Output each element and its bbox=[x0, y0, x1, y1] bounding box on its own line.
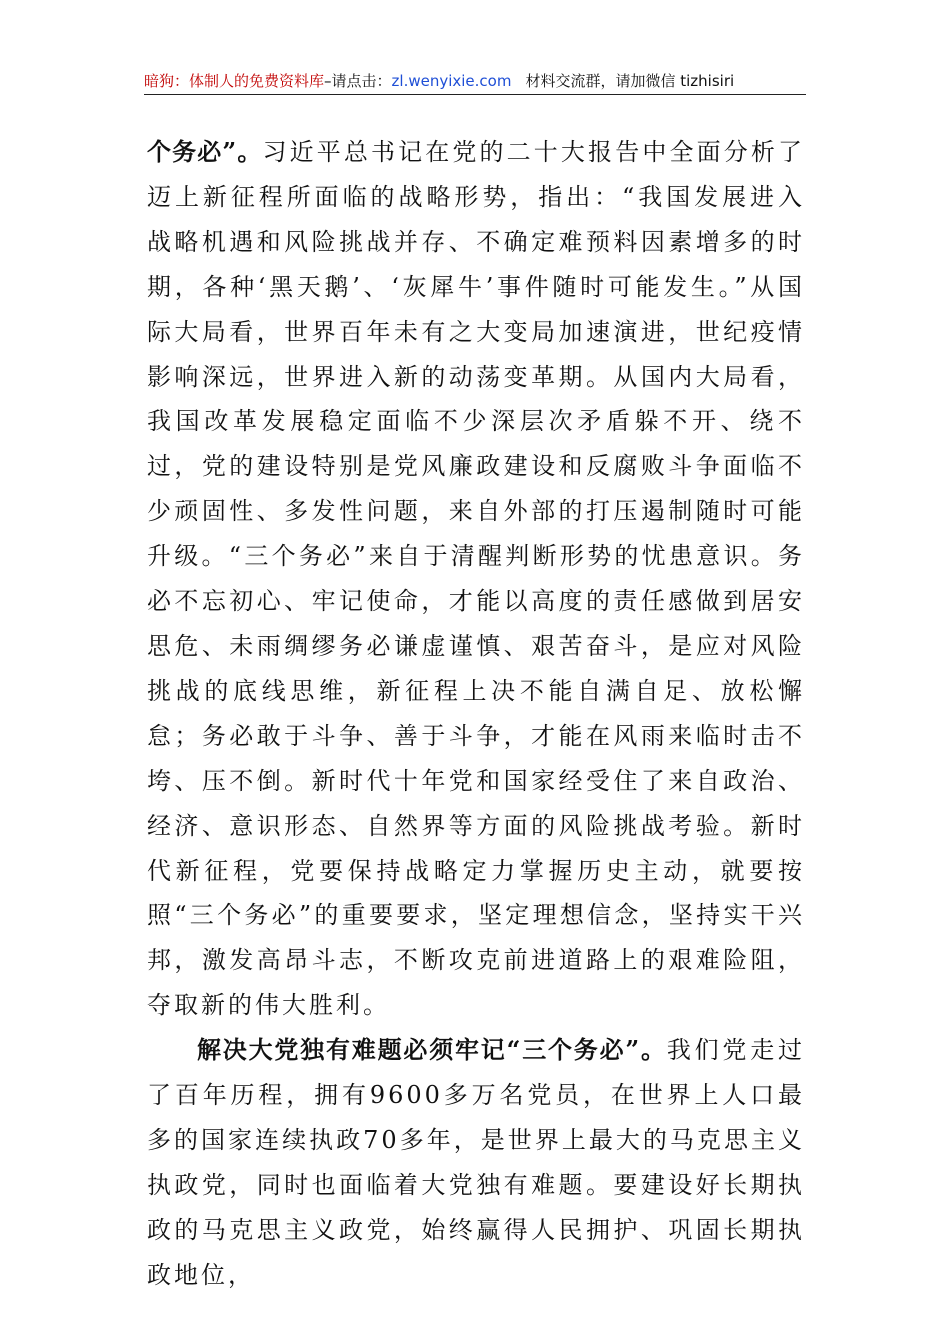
paragraph-1 bbox=[147, 130, 805, 1028]
header-url-link[interactable]: zl.wenyixie.com bbox=[391, 72, 512, 90]
paragraph-1-text: 习近平总书记在党的二十大报告中全面分析了迈上新征程所面临的战略形势，指出：“我国发展进入战略机遇和风险挑战并存、不确定难预料因素增多的时期，各种‘黑天鹅’、‘灰犀牛’事件随时可能发生。”从国际大局看，世界百年未有之大变局加速演进，世纪疫情影响深远，世界进入新的动荡变革期。从国内大局看，我国改革发展稳定面临不少深层次矛盾躲不开、绕不过，党的建设特别是党风廉政建设和反腐败斗争面临不少顽固性、多发性问题，来自外部的打压遏制随时可能升级。“三个务必”来自于清醒判断形势的忧患意识。务必不忘初心、牢记使命，才能以高度的责任感做到居安思危、未雨绸缪务必谦虚谨慎、艰苦奋斗，是应对风险挑战的底线思维，新征程上决不能自满自足、放松懈怠；务必敢于斗争、善于斗争，才能在风雨来临时击不垮、压不倒。新时代十年党和国家经受住了来自政治、经济、意识形态、自然界等方面的风险挑战考验。新时代新征程，党要保持战略定力掌握历史主动，就要按照“三个务必”的重要要求，坚定理想信念，坚持实干兴邦，激发高昂斗志，不断攻克前进道路上的艰难险阻，夺取新的伟大胜利。 bbox=[147, 138, 805, 1020]
header-contact: 材料交流群，请加微信 tizhisiri bbox=[525, 72, 735, 90]
document-body bbox=[147, 130, 805, 1298]
paragraph-2-text: 我们党走过了百年历程，拥有9600多万名党员，在世界上人口最多的国家连续执政70多年，是世界上最大的马克思主义执政党，同时也面临着大党独有难题。要建设好长期执政的马克思主义政党，始终赢得人民拥护、巩固长期执政地位， bbox=[147, 1036, 806, 1289]
header-brand: 暗狗：体制人的免费资料库 bbox=[144, 72, 325, 90]
paragraph-2 bbox=[147, 1028, 805, 1297]
header-prompt: –请点击： bbox=[324, 72, 392, 90]
header-divider bbox=[144, 94, 806, 95]
page-header bbox=[144, 71, 806, 93]
paragraph-1-lead: 个务必”。 bbox=[147, 137, 263, 166]
paragraph-2-lead: 解决大党独有难题必须牢记“三个务必”。 bbox=[197, 1035, 667, 1065]
